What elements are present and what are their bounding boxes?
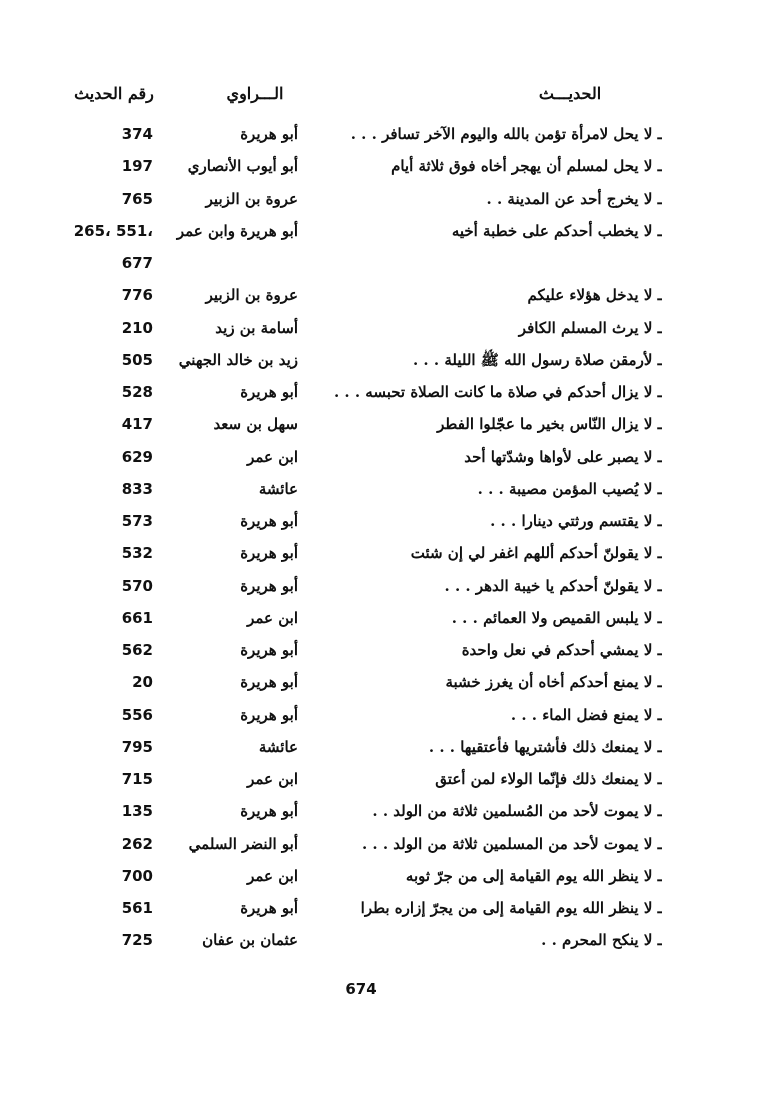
table-row xyxy=(0,473,762,505)
hadith-text: ـ لا يلبس القميص ولا العمائم . . . xyxy=(451,608,662,627)
table-row xyxy=(0,183,762,215)
hadith-text: ـ لا يصبر على لأواها وشدّتها أحد xyxy=(464,447,662,466)
hadith-text: ـ لا يموت لأحد من المُسلمين ثلاثة من الولد . . xyxy=(372,802,662,821)
narrator-name: أبو هريرة xyxy=(240,641,298,659)
hadith-number: 556 xyxy=(121,705,153,724)
table-row xyxy=(0,150,762,182)
hadith-text: ـ لا يحل لامرأة تؤمن بالله واليوم الآخر تسافر . . . xyxy=(350,125,662,143)
hadith-text xyxy=(318,247,662,279)
hadith-number: 20 xyxy=(132,673,153,692)
narrator-name: ابن عمر xyxy=(247,770,298,788)
hadith-text: ـ لا يقولنّ أحدكم أللهم اغفر لي إن شئت xyxy=(410,544,662,563)
narrator-name: أبو هريرة xyxy=(240,673,298,692)
narrator-name: أبو أيوب الأنصاري xyxy=(187,157,298,176)
hadith-number: 776 xyxy=(121,286,153,305)
hadith-number: 573 xyxy=(121,512,153,530)
hadith-text: ـ لا يدخل هؤلاء عليكم xyxy=(527,286,662,305)
hadith-text: ـ لا يخرج أحد عن المدينة . . xyxy=(486,189,662,208)
hadith-number: 661 xyxy=(121,608,153,627)
table-row xyxy=(0,537,762,569)
table-row xyxy=(0,634,762,666)
hadith-text: ـ لا يمنع فضل الماء . . . xyxy=(510,705,662,724)
hadith-text: ـ لا يحل لمسلم أن يهجر أخاه فوق ثلاثة أيام xyxy=(391,157,662,176)
hadith-text: ـ لا يموت لأحد من المسلمين ثلاثة من الولد . . . xyxy=(361,834,662,853)
hadith-number: 833 xyxy=(121,479,153,498)
hadith-number: 262 xyxy=(121,834,153,853)
hadith-number: 700 xyxy=(121,866,153,885)
table-row xyxy=(0,344,762,376)
hadith-number: 528 xyxy=(121,383,153,401)
table-row xyxy=(0,441,762,473)
table-row xyxy=(0,828,762,860)
table-row xyxy=(0,408,762,440)
hadith-text: ـ لا يمنع أحدكم أخاه أن يغرز خشبة xyxy=(445,673,662,692)
hadith-number: 532 xyxy=(121,544,153,563)
hadith-text: ـ لا يخطب أحدكم على خطبة أخيه xyxy=(451,221,662,240)
narrator-name: أبو هريرة xyxy=(240,512,298,530)
table-row xyxy=(0,312,762,344)
table-row xyxy=(0,795,762,827)
narrator-name: ابن عمر xyxy=(247,447,298,466)
hadith-text: ـ لا يقتسم ورثتي دينارا . . . xyxy=(490,512,662,530)
table-row xyxy=(0,505,762,537)
table-row xyxy=(0,118,762,150)
hadith-text: ـ لا ينكح المحرم . . xyxy=(541,931,662,950)
narrator-name: أبو هريرة xyxy=(240,576,298,595)
hadith-number: 561 xyxy=(121,899,153,917)
table-row xyxy=(0,860,762,892)
narrator-name: زيد بن خالد الجهني xyxy=(178,350,298,369)
narrator-name: أبو هريرة xyxy=(240,544,298,563)
narrator-name: أبو هريرة xyxy=(240,383,298,401)
page-number: 674 xyxy=(345,980,377,998)
narrator-name: أسامة بن زيد xyxy=(215,318,298,337)
header-hadith-number: رقم الحديث xyxy=(74,84,154,103)
hadith-text: ـ لا ينظر الله يوم القيامة إلى من جرّ ثوبه xyxy=(405,866,662,885)
narrator-name: أبو هريرة xyxy=(240,802,298,821)
hadith-text: ـ لأرمقن صلاة رسول الله ﷺ الليلة . . . xyxy=(412,350,662,369)
narrator-name: عروة بن الزبير xyxy=(205,286,298,305)
table-row xyxy=(0,666,762,698)
hadith-text: ـ لا يزال أحدكم في صلاة ما كانت الصلاة تحبسه . . . xyxy=(333,383,662,401)
hadith-text: ـ لا يُصيب المؤمن مصيبة . . . xyxy=(477,479,662,498)
hadith-text: ـ لا يقولنّ أحدكم يا خيبة الدهر . . . xyxy=(444,576,662,595)
narrator-name: ابن عمر xyxy=(247,866,298,885)
hadith-text: ـ لا يرث المسلم الكافر xyxy=(518,318,662,337)
hadith-number: 265، 551، xyxy=(73,221,153,240)
narrator-name: عروة بن الزبير xyxy=(205,189,298,208)
hadith-number: 629 xyxy=(121,447,153,466)
hadith-number: 795 xyxy=(121,737,153,756)
hadith-number: 197 xyxy=(121,157,153,176)
hadith-text: ـ لا يمنعك ذلك فإنّما الولاء لمن أعتق xyxy=(435,770,662,788)
hadith-number: 570 xyxy=(121,576,153,595)
header-hadith: الحديـــث xyxy=(538,84,602,103)
narrator-name: أبو هريرة xyxy=(240,705,298,724)
hadith-number: 505 xyxy=(121,350,153,369)
hadith-number: 677 xyxy=(121,254,153,272)
narrator-name: أبو النضر السلمي xyxy=(188,834,298,853)
table-row xyxy=(0,602,762,634)
hadith-number: 725 xyxy=(121,931,153,950)
table-row xyxy=(0,924,762,956)
header-narrator: الـــراوي xyxy=(226,84,284,103)
hadith-number: 210 xyxy=(121,318,153,337)
hadith-number: 374 xyxy=(121,125,153,143)
narrator-name: أبو هريرة xyxy=(240,899,298,917)
hadith-number: 135 xyxy=(121,802,153,821)
narrator-name: أبو هريرة وابن عمر xyxy=(176,221,298,240)
hadith-number: 417 xyxy=(121,415,153,434)
narrator-name: سهل بن سعد xyxy=(213,415,298,434)
narrator-name: ابن عمر xyxy=(247,608,298,627)
table-row xyxy=(0,892,762,924)
table-row xyxy=(0,279,762,311)
hadith-text: ـ لا يمشي أحدكم في نعل واحدة xyxy=(461,641,662,659)
hadith-number: 562 xyxy=(121,641,153,659)
table-row xyxy=(0,570,762,602)
table-row xyxy=(0,699,762,731)
table-row xyxy=(0,763,762,795)
narrator-name: عثمان بن عفان xyxy=(202,931,298,950)
table-row xyxy=(0,376,762,408)
narrator-name: عائشة xyxy=(258,479,298,498)
hadith-text: ـ لا ينظر الله يوم القيامة إلى من يجرّ إزاره بطرا xyxy=(360,899,662,917)
table-row xyxy=(0,247,762,279)
hadith-number: 765 xyxy=(121,189,153,208)
table-row xyxy=(0,731,762,763)
hadith-text: ـ لا يزال النّاس بخير ما عجّلوا الفطر xyxy=(437,415,662,434)
table-row xyxy=(0,215,762,247)
narrator-name: عائشة xyxy=(258,737,298,756)
narrator-name xyxy=(168,247,298,279)
hadith-number: 715 xyxy=(121,770,153,788)
narrator-name: أبو هريرة xyxy=(240,125,298,143)
hadith-text: ـ لا يمنعك ذلك فأشتريها فأعتقيها . . . xyxy=(428,737,662,756)
